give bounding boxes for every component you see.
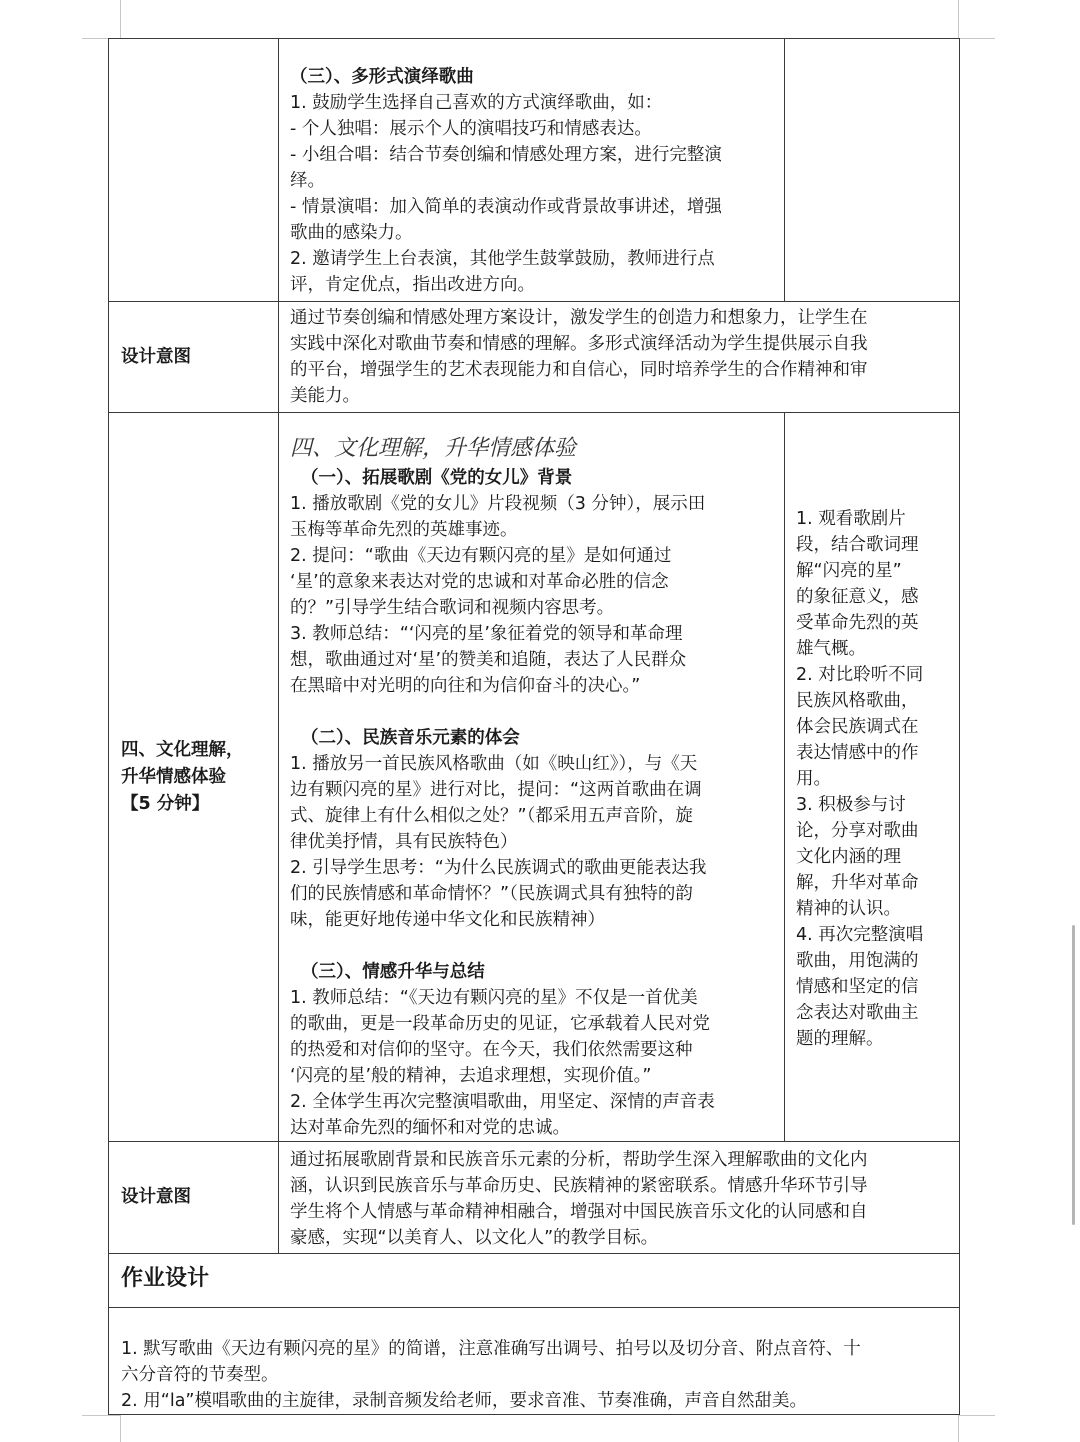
page-corner-mark: [958, 0, 995, 39]
text-line: 在黑暗中对光明的向往和为信仰奋斗的决心。”: [290, 676, 641, 696]
design-intent-content: [279, 302, 960, 413]
section-heading: （三）、多形式演绎歌曲: [290, 67, 474, 87]
activity-cell-empty: [785, 39, 960, 302]
page-corner-mark: [82, 1415, 121, 1442]
activity-line: 解“闪亮的星”: [796, 561, 902, 581]
table-row: [109, 1254, 960, 1308]
page-corner-mark: [82, 0, 121, 39]
text-line: 的热爱和对信仰的坚守。在今天，我们依然需要这种: [290, 1040, 693, 1060]
activity-line: 3. 积极参与讨: [796, 795, 906, 815]
text-line: 式、旋律上有什么相似之处？”（都采用五声音阶，旋: [290, 806, 693, 826]
text-line: - 情景演唱：加入简单的表演动作或背景故事讲述，增强: [290, 197, 722, 217]
homework-line: 1. 默写歌曲《天边有颗闪亮的星》的简谱，注意准确写出调号、拍号以及切分音、附点音符、十: [121, 1339, 861, 1359]
activity-line: 歌曲，用饱满的: [796, 951, 919, 971]
activity-line: 解，升华对革命: [796, 873, 919, 893]
student-activity-cell: [785, 413, 960, 1142]
text-line: 的？”引导学生结合歌词和视频内容思考。: [290, 598, 615, 618]
section-heading: （三）、情感升华与总结: [301, 962, 485, 982]
text-line: 2. 全体学生再次完整演唱歌曲，用坚定、深情的声音表: [290, 1092, 715, 1112]
design-intent-content: [279, 1142, 960, 1254]
text-line: 律优美抒情，具有民族特色）: [290, 832, 518, 852]
activity-line: 论，分享对歌曲: [796, 821, 919, 841]
table-row: [109, 39, 960, 302]
design-intent-label: 设计意图: [109, 1142, 279, 1254]
section-label: [109, 413, 279, 1142]
activity-line: 精神的认识。: [796, 899, 901, 919]
activity-line: 表达情感中的作: [796, 743, 919, 763]
text-line: 味，能更好地传递中华文化和民族精神）: [290, 910, 605, 930]
activity-line: 民族风格歌曲，: [796, 691, 919, 711]
activity-line: 4. 再次完整演唱: [796, 925, 924, 945]
section-heading: （二）、民族音乐元素的体会: [301, 728, 520, 748]
section-title: 四、文化理解，升华情感体验: [290, 436, 577, 461]
activity-line: 情感和坚定的信: [796, 977, 919, 997]
text-line: 评，肯定优点，指出改进方向。: [290, 275, 535, 295]
activity-line: 1. 观看歌剧片: [796, 509, 906, 529]
activity-line: 文化内涵的理: [796, 847, 901, 867]
page-corner-mark: [958, 1415, 995, 1442]
table-row: [109, 1142, 960, 1254]
activity-line: 段，结合歌词理: [796, 535, 919, 555]
text-line: 1. 播放歌剧《党的女儿》片段视频（3 分钟），展示田: [290, 494, 706, 514]
lesson-plan-table: [108, 38, 960, 1415]
activity-line: 体会民族调式在: [796, 717, 919, 737]
text-line: 通过拓展歌剧背景和民族音乐元素的分析，帮助学生深入理解歌曲的文化内: [290, 1150, 868, 1170]
table-row: [109, 413, 960, 1142]
label-cell-empty: [109, 39, 279, 302]
activity-line: 题的理解。: [796, 1029, 884, 1049]
text-line: 通过节奏创编和情感处理方案设计，激发学生的创造力和想象力，让学生在: [290, 308, 868, 328]
activity-line: 受革命先烈的英: [796, 613, 919, 633]
text-line: 1. 教师总结：“《天边有颗闪亮的星》不仅是一首优美: [290, 988, 698, 1008]
text-line: 学生将个人情感与革命精神相融合，增强对中国民族音乐文化的认同感和自: [290, 1202, 868, 1222]
text-line: 2. 引导学生思考：“为什么民族调式的歌曲更能表达我: [290, 858, 707, 878]
homework-title-cell: [109, 1254, 960, 1308]
text-line: ‘闪亮的星’般的精神，去追求理想，实现价值。”: [290, 1066, 652, 1086]
text-line: 们的民族情感和革命情怀？”（民族调式具有独特的韵: [290, 884, 693, 904]
text-line: 绎。: [290, 171, 325, 191]
text-line: 1. 播放另一首民族风格歌曲（如《映山红》），与《天: [290, 754, 698, 774]
text-line: 实践中深化对歌曲节奏和情感的理解。多形式演绎活动为学生提供展示自我: [290, 334, 868, 354]
homework-content-cell: [109, 1308, 960, 1415]
text-line: 边有颗闪亮的星》进行对比，提问：“这两首歌曲在调: [290, 780, 702, 800]
text-line: 豪感，实现“以美育人、以文化人”的教学目标。: [290, 1228, 659, 1248]
text-line: 想，歌曲通过对‘星’的赞美和追随，表达了人民群众: [290, 650, 687, 670]
text-line: 2. 提问：“歌曲《天边有颗闪亮的星》是如何通过: [290, 546, 672, 566]
text-line: - 个人独唱：展示个人的演唱技巧和情感表达。: [290, 119, 652, 139]
text-line: 2. 邀请学生上台表演，其他学生鼓掌鼓励，教师进行点: [290, 249, 715, 269]
content-cell: [279, 413, 785, 1142]
section-label-line: 升华情感体验: [121, 766, 226, 787]
scrollbar[interactable]: [1072, 925, 1075, 1225]
text-line: 达对革命先烈的缅怀和对党的忠诚。: [290, 1118, 570, 1138]
text-line: ‘星’的意象来表达对党的忠诚和对革命必胜的信念: [290, 572, 669, 592]
homework-line: 2. 用“la”模唱歌曲的主旋律，录制音频发给老师，要求音准、节奏准确，声音自然甜美。: [121, 1391, 807, 1411]
homework-title: 作业设计: [121, 1266, 210, 1291]
activity-line: 雄气概。: [796, 639, 866, 659]
activity-line: 的象征意义，感: [796, 587, 919, 607]
activity-line: 2. 对比聆听不同: [796, 665, 924, 685]
text-line: 的歌曲，更是一段革命历史的见证，它承载着人民对党: [290, 1014, 710, 1034]
text-line: 歌曲的感染力。: [290, 223, 413, 243]
text-line: 3. 教师总结：“‘闪亮的星’象征着党的领导和革命理: [290, 624, 683, 644]
text-line: - 小组合唱：结合节奏创编和情感处理方案，进行完整演: [290, 145, 722, 165]
text-line: 的平台，增强学生的艺术表现能力和自信心，同时培养学生的合作精神和审: [290, 360, 868, 380]
content-cell: [279, 39, 785, 302]
text-line: 1. 鼓励学生选择自己喜欢的方式演绎歌曲，如：: [290, 93, 663, 113]
text-line: 玉梅等革命先烈的英雄事迹。: [290, 520, 518, 540]
design-intent-label: 设计意图: [109, 302, 279, 413]
text-line: 美能力。: [290, 386, 360, 406]
table-row: [109, 302, 960, 413]
activity-line: 念表达对歌曲主: [796, 1003, 919, 1023]
duration-label: 【5 分钟】: [121, 793, 210, 814]
homework-line: 六分音符的节奏型。: [121, 1365, 279, 1385]
activity-line: 用。: [796, 769, 831, 789]
section-heading: （一）、拓展歌剧《党的女儿》背景: [301, 468, 573, 488]
table-row: [109, 1308, 960, 1415]
section-label-line: 四、文化理解，: [121, 739, 244, 760]
text-line: 涵，认识到民族音乐与革命历史、民族精神的紧密联系。情感升华环节引导: [290, 1176, 868, 1196]
